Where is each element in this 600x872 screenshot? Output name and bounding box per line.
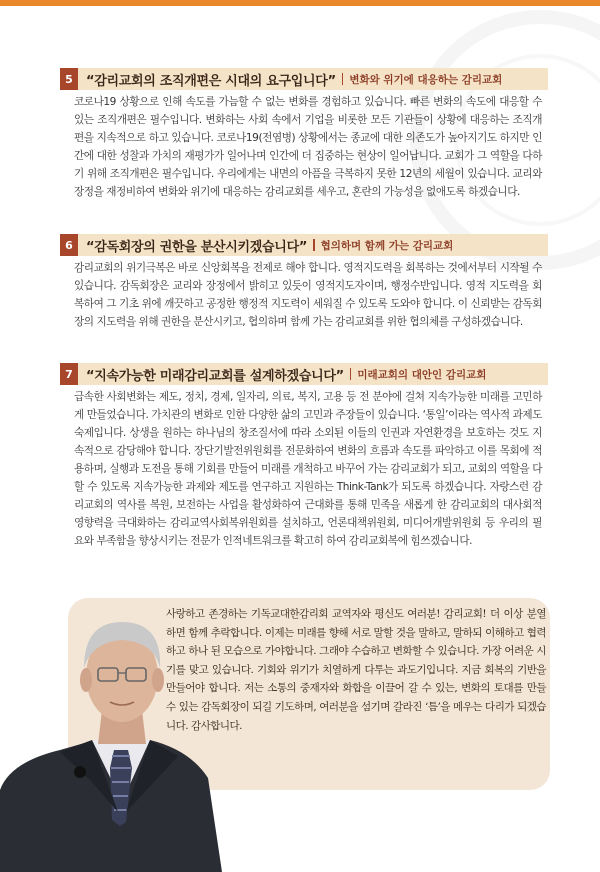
title-divider [313,239,315,251]
section-subtitle: 미래교회의 대안인 감리교회 [357,368,487,381]
top-accent-bar [0,0,600,6]
section-title: “지속가능한 미래감리교회를 설계하겠습니다” [86,368,344,384]
title-divider [350,368,352,380]
section-header [60,234,548,256]
section-subtitle: 협의하며 함께 가는 감리교회 [320,239,454,252]
pledge-section-7 [60,363,548,550]
section-number: 7 [60,363,78,385]
section-body: 코로나19 상황으로 인해 속도를 가늠할 수 없는 변화를 경험하고 있습니다. 빠른 변화의 속도에 대응할 수 있는 조직개편은 필수입니다. 변화하는 사회 속에서 기업을 비롯한 모든 기관들이 상황에 대응하는 조직개편을 지속적으로 하고 있습니다. 코로나19(전염병) 상황에서는 종교에 대한 의존도가 높아지기도 하지만 인간에 대한 성찰과 가치의 재평가가 일어나며 인간에 더 집중하는 현상이 일어납니다. 교회가 그 역할을 다하기 위해 조직개편은 필수입니다. 우리에게는 내면의 아픔을 극복하지 못한 12년의 세월이 있습니다. 교리와 장정을 재정비하여 변화와 위기에 대응하는 감리교회를 세우고, 혼란의 가능성을 없애도록 하겠습니다. [74,96,542,198]
section-subtitle: 변화와 위기에 대응하는 감리교회 [349,73,503,86]
section-title: “감독회장의 권한을 분산시키겠습니다” [86,239,308,255]
section-number: 5 [60,68,78,90]
section-body: 급속한 사회변화는 제도, 정치, 경제, 일자리, 의료, 복지, 고용 등 전 분야에 걸쳐 지속가능한 미래를 고민하게 만들었습니다. 가치관의 변화로 인한 다양한 삶의 고민과 주장들이 있습니다. ‘통일’이라는 역사적 과제도 숙제입니다. 상생을 원하는 하나님의 창조질서에 따라 소외된 이들의 인권과 자연환경을 보호하는 것도 지속적으로 감당해야 합니다. 장단기발전위원회를 전문화하여 변화의 흐름과 속도를 파악하고 이를 목회에 적용하며, 실행과 도전을 통해 기회를 만들어 미래를 개척하고 바꾸어 가는 감리교회가 되고, 교회의 역할을 다할 수 있도록 지속가능한 과제와 제도를 연구하고 지원하는 Think-Tank가 되도록 하겠습니다. 자랑스런 감리교회의 역사를 복원, 보전하는 사업을 활성화하여 근대화를 통해 민족을 새롭게 한 감리교회의 대사회적 영향력을 극대화하는 감리교역사회복위원회를 설치하고, 언론대책위원회, 미디어개발위원회 등 우리의 필요와 부족함을 향상시키는 전문가 인적네트워크를 확고히 하여 감리교회복에 힘쓰겠습니다. [74,391,542,547]
greeting-message-text: 사랑하고 존경하는 기독교대한감리회 교역자와 평신도 여러분! 감리교회! 더 이상 분열하면 함께 추락합니다. 이제는 미래를 향해 서로 말할 것을 말하고, 말하되 이해하고 협력하고 하나 된 모습으로 가야합니다. 그래야 수습하고 변화할 수 있습니다. 가장 어려운 시기를 맞고 있습니다. 기회와 위기가 치열하게 다투는 과도기입니다. 지금 회복의 기반을 만들어야 합니다. 저는 소통의 중재자와 화합을 이끌어 갈 수 있는, 변화의 토대를 만들 수 있는 감독회장이 되길 기도하며, 여러분을 섬기며 갈라진 ‘틈’을 메우는 다리가 되겠습니다. 감사합니다. [166,608,546,732]
section-header [60,68,548,90]
pledge-section-6 [60,234,548,331]
section-body: 감리교회의 위기극복은 바로 신앙회복을 전제로 해야 합니다. 영적지도력을 회복하는 것에서부터 시작될 수 있습니다. 감독회장은 교리와 장정에서 밝히고 있듯이 영적지도자이며, 행정수반입니다. 영적 지도력을 회복하여 그 기초 위에 깨끗하고 공정한 행정적 지도력이 세워질 수 있도록 도와야 합니다. 이 신뢰받는 감독회장의 지도력을 위해 권한을 분산시키고, 협의하며 함께 가는 감리교회를 위한 협의체를 구성하겠습니다. [74,262,542,328]
candidate-portrait [0,590,230,872]
section-title: “감리교회의 조직개편은 시대의 요구입니다” [86,73,336,89]
pledge-section-5 [60,68,548,201]
section-number: 6 [60,234,78,256]
title-divider [342,73,344,85]
section-header [60,363,548,385]
